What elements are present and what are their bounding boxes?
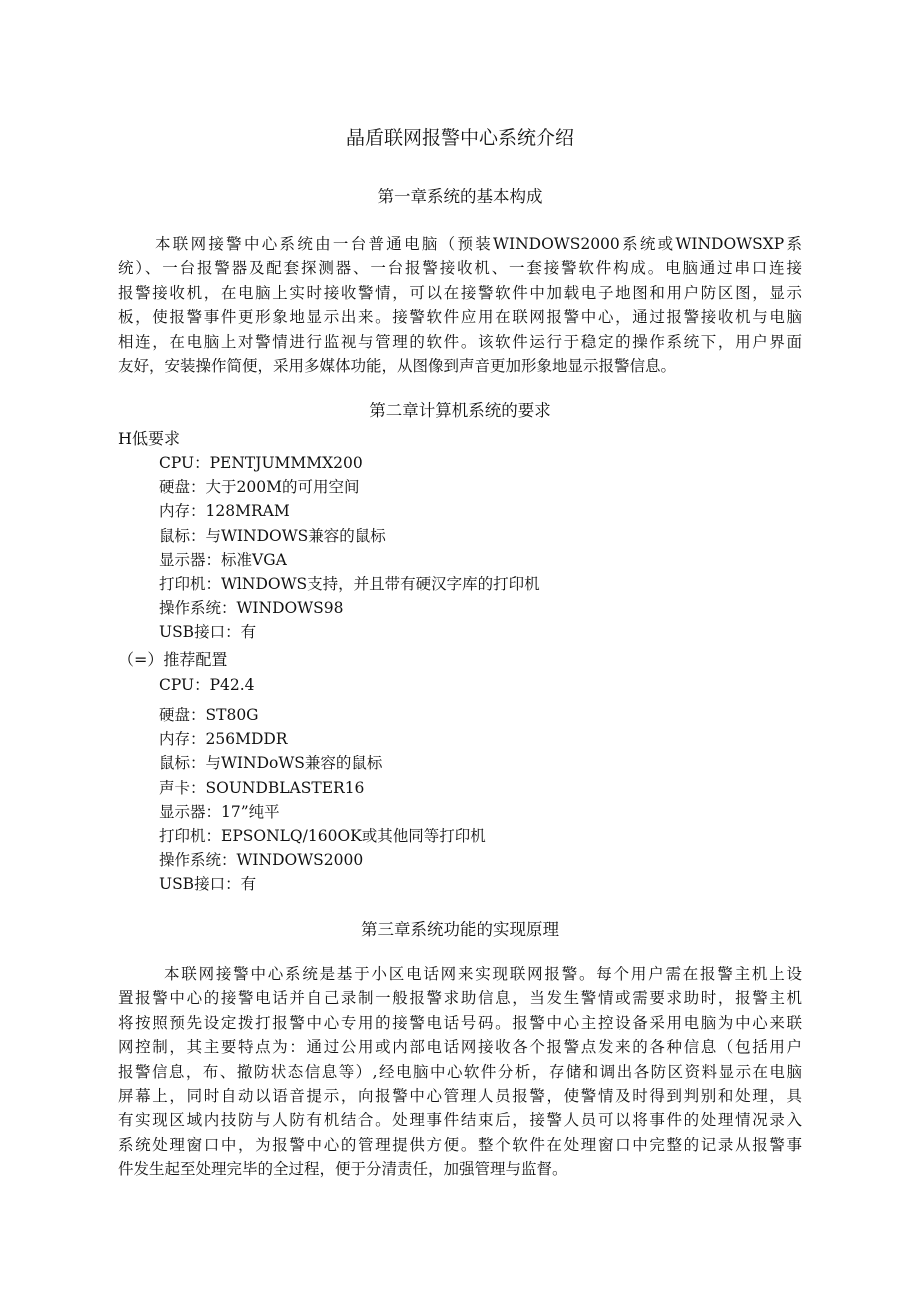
recommended-config-title: （=）推荐配置 [118,650,228,669]
spec-sound-card: 声卡：SOUNDBLASTER16 [159,778,365,797]
recommended-config-list [159,673,486,897]
chapter3-line: 置报警中心的接警电话并自己录制一般报警求助信息，当发生警情或需要求助时，报警主机 [118,989,802,1008]
document-title: 晶盾联网报警中心系统介绍 [345,127,574,149]
chapter1-line: 本联网接警中心系统由一台普通电脑（预装WINDOWS2000系统或WINDOWSXP系 [155,235,802,253]
spec-cpu: CPU：PENTJUMMMX200 [159,454,363,472]
chapter3-line: 本联网接警中心系统是基于小区电话网来实现联网报警。每个用户需在报警主机上设 [164,965,802,983]
chapter1-line: 报警接收机，在电脑上实时接收警情，可以在接警软件中加载电子地图和用户防区图，显示 [118,283,802,302]
spec-os: 操作系统：WINDOWS98 [159,599,344,618]
chapter1-line: 友好，安装操作简便，采用多媒体功能，从图像到声音更加形象地显示报警信息。 [118,356,677,375]
spec-disk: 硬盘：ST80G [159,706,259,724]
spec-os: 操作系统：WINDOWS2000 [159,851,364,870]
minimum-requirements-title: H低要求 [118,429,180,448]
spec-usb: USB接口：有 [159,875,257,894]
spec-cpu: CPU：P42.4 [159,676,255,694]
spec-memory: 内存：256MDDR [159,730,288,749]
chapter1-line: 统）、一台报警器及配套探测器、一台报警接收机、一套接警软件构成。电脑通过串口连接 [118,259,802,278]
chapter1-paragraph [118,232,802,378]
chapter2-heading: 第二章计算机系统的要求 [369,401,551,420]
spec-mouse: 鼠标：与WINDOWS兼容的鼠标 [159,526,386,545]
spec-display: 显示器：标准VGA [159,550,287,569]
chapter3-heading: 第三章系统功能的实现原理 [361,920,559,939]
chapter3-line: 件发生起至处理完毕的全过程，便于分清责任，加强管理与监督。 [118,1160,568,1179]
chapter1-heading: 第一章系统的基本构成 [377,187,543,206]
chapter3-paragraph [118,962,802,1182]
spec-memory: 内存：128MRAM [159,502,290,521]
spec-disk: 硬盘：大于200M的可用空间 [159,478,360,497]
spec-printer: 打印机：WlNDOWS支持，并且带有硬汉字库的打印机 [159,574,540,593]
chapter3-line: 屏幕上，同时自动以语音提示，向报警中心管理人员报警，使警情及时得到判别和处理，具 [118,1086,802,1105]
spec-usb: USB接口：有 [159,623,257,642]
spec-mouse: 鼠标：与WINDoWS兼容的鼠标 [159,754,383,773]
spec-printer: 打印机：EPSONLQ/160OK或其他同等打印机 [159,826,486,845]
chapter3-line: 网控制，其主要特点为：通过公用或内部电话网接收各个报警点发来的各种信息（包括用户 [118,1038,802,1057]
chapter3-line: 系统处理窗口中，为报警中心的管理提供方便。整个软件在处理窗口中完整的记录从报警事 [118,1135,802,1154]
chapter1-line: 板，使报警事件更形象地显示出来。接警软件应用在联网报警中心，通过报警接收机与电脑 [118,308,802,327]
chapter1-line: 相连，在电脑上对警情进行监视与管理的软件。该软件运行于稳定的操作系统下，用户界面 [118,332,802,351]
spec-display: 显示器：17”纯平 [159,802,280,821]
minimum-requirements-list [159,451,540,645]
chapter3-line: 有实现区域内技防与人防有机结合。处理事件结束后，接警人员可以将事件的处理情况录入 [118,1111,802,1130]
chapter3-line: 报警信息，布、撤防状态信息等）,经电脑中心软件分析，存储和调出各防区资料显示在电脑 [118,1062,802,1081]
chapter3-line: 将按照预先设定拨打报警中心专用的接警电话号码。报警中心主控设备采用电脑为中心来联 [118,1013,802,1032]
